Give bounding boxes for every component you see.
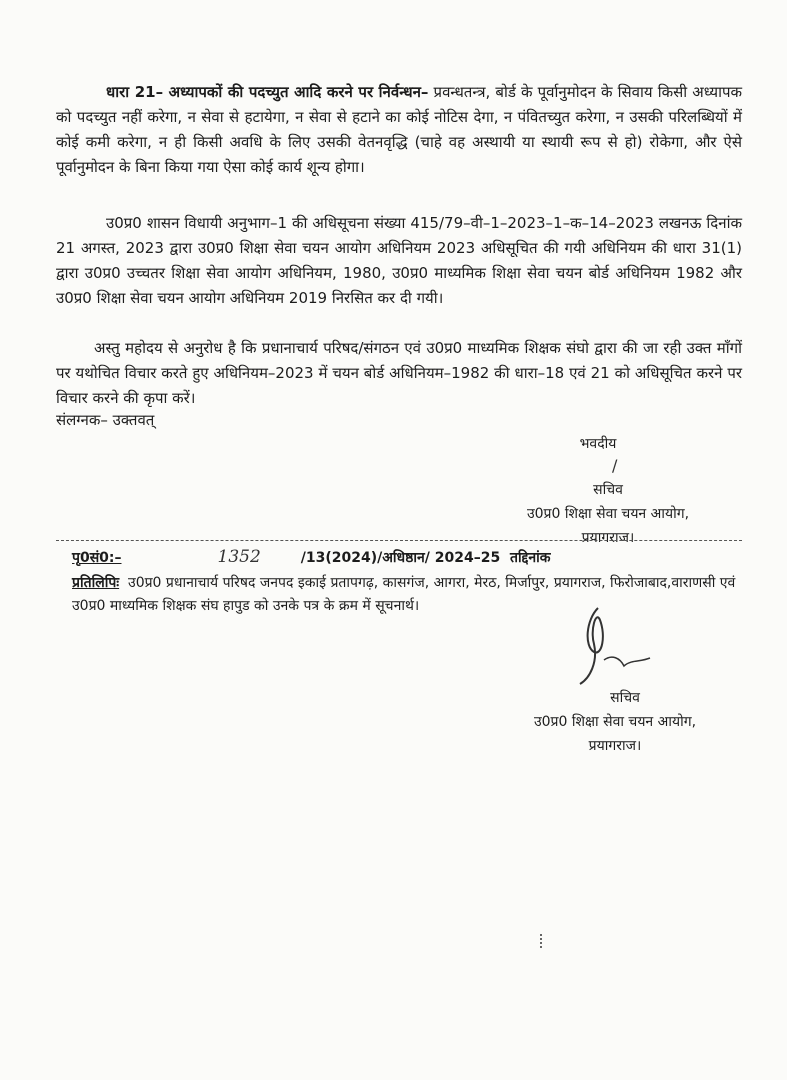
reference-label: पृ0सं0:– — [72, 550, 122, 566]
signatory-2-city: प्रयागराज। — [588, 738, 642, 754]
reference-date: तद्दिनांक — [510, 550, 551, 566]
signatory-2-office: उ0प्र0 शिक्षा सेवा चयन आयोग, — [533, 714, 697, 730]
signature-block-1 — [488, 432, 728, 550]
signatory-office: उ0प्र0 शिक्षा सेवा चयन आयोग, — [526, 506, 690, 522]
paragraph-section-21 — [56, 80, 742, 180]
paragraph-notification: उ0प्र0 शासन विधायी अनुभाग–1 की अधिसूचना संख्या 415/79–वी–1–2023–1–क–14–2023 लखनऊ दिनांक 21 अगस्त, 2023 द्वारा उ0प्र0 शिक्षा सेवा चयन आयोग अधिनियम 2023 अधिसूचित की गयी अधिनियम की धारा 31(1) द्वारा उ0प्र0 उच्चतर शिक्षा सेवा आयोग अधिनियम, 1980, उ0प्र0 माध्यमिक शिक्षा सेवा चयन बोर्ड अधिनियम 1982 और उ0प्र0 शिक्षा सेवा चयन आयोग अधिनियम 2019 निरसित कर दी गयी। — [56, 214, 742, 307]
copy-label: प्रतिलिपिः — [72, 575, 120, 591]
copy-line-1: उ0प्र0 प्रधानाचार्य परिषद जनपद इकाई प्रतापगढ़, कासगंज, आगरा, मेरठ, मिर्जापुर, — [128, 575, 550, 591]
enclosure-note: संलग्नक– उक्तवत् — [56, 411, 155, 429]
handwritten-signature-icon — [550, 600, 660, 690]
reference-line — [72, 547, 752, 567]
scan-artifact-dots — [540, 934, 546, 948]
copy-line-2: प्रयागराज, फिरोजाबाद,वाराणसी एवं उ0प्र0 माध्यमिक शिक्षक संघ हापुड को उनके पत्र के क्रम में सूचनार्थ। — [72, 575, 736, 614]
salutation: भवदीय — [579, 436, 617, 452]
signature-block-2 — [500, 686, 730, 758]
section-21-text: प्रवन्धतन्त्र, बोर्ड के पूर्वानुमोदन के सिवाय किसी अध्यापक को पदच्युत नहीं करेगा, न सेवा से हटायेगा, न सेवा से हटाने का कोई नोटिस देगा, न पंवितच्युत करेगा, न उसकी परिलब्धियों में कोई कमी करेगा, न ही किसी अवधि के लिए उसकी वेतनवृद्धि (चाहे वह अस्थायी या स्थायी रूप से हो) रोकेगा, और ऐसे पूर्वानुमोदन के बिना किया गया ऐसा कोई कार्य शून्य होगा। — [56, 83, 742, 176]
reference-rest: /13(2024)/अधिष्ठान/ 2024–25 — [300, 550, 501, 566]
signatory-city: प्रयागराज। — [581, 530, 635, 546]
section-divider — [56, 540, 742, 541]
paragraph-request: अस्तु महोदय से अनुरोध है कि प्रधानाचार्य परिषद/संगठन एवं उ0प्र0 माध्यमिक शिक्षक संघो द्वारा की जा रही उक्त माँगों पर यथोचित विचार करते हुए अधिनियम–2023 में चयन बोर्ड अधिनियम–1982 की धारा–18 एवं 21 को अधिसूचित करने पर विचार करने की कृपा करें। — [56, 339, 742, 407]
section-21-heading: धारा 21– अध्यापकों की पदच्युत आदि करने पर निर्वन्धन– — [106, 83, 429, 101]
signatory-2-designation: सचिव — [610, 690, 640, 706]
pen-stroke-mark: / — [612, 456, 618, 475]
reference-number-handwritten: 1352 — [217, 547, 261, 567]
signatory-designation: सचिव — [593, 482, 623, 498]
